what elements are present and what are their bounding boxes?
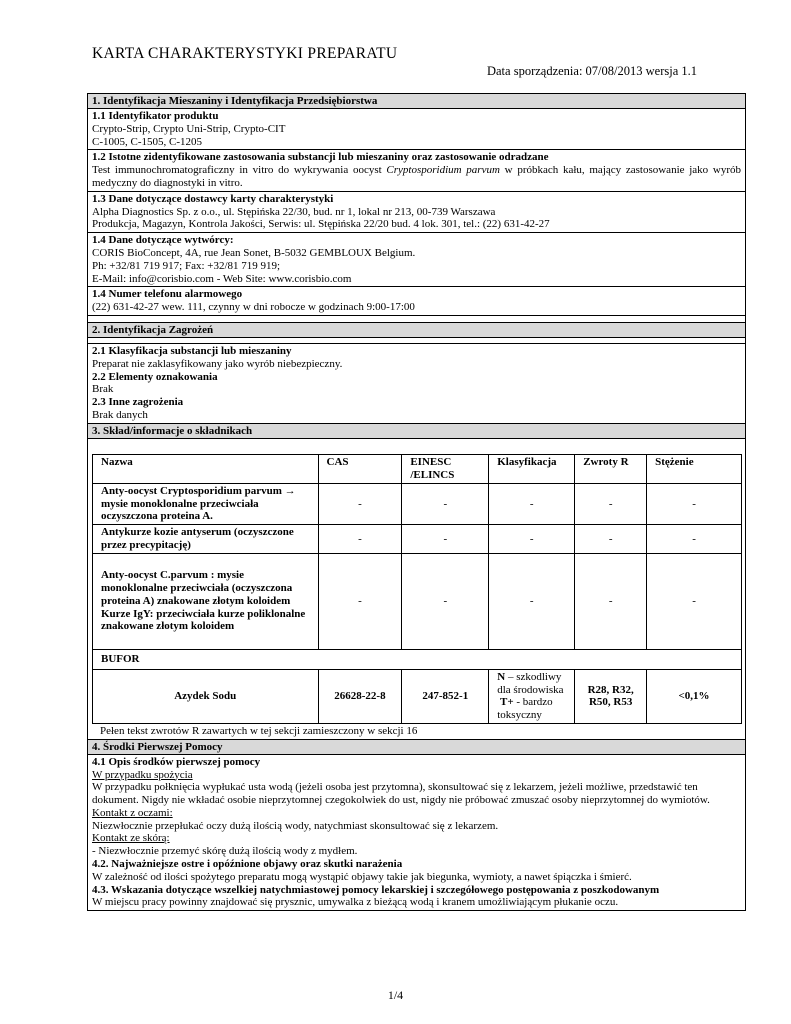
concentration-value: -: [647, 483, 742, 524]
subsection-1-2-title: 1.2 Istotne zidentyfikowane zastosowania substancji lub mieszaniny oraz zastosowanie odradzane: [92, 151, 549, 164]
r-phrases-value: R28, R32, R50, R53: [575, 669, 647, 723]
subsection-4-2-text: W zależność od ilości spożytego preparatu mogą wystąpić objawy takie jak biegunka, wymioty, a nawet śpiączka i śmierć.: [92, 870, 632, 883]
eyes-text: Niezwłocznie przepłukać oczy dużą ilością wody, natychmiast skonsultować się z lekarzem.: [92, 819, 499, 832]
classification-value: -: [489, 525, 575, 554]
cas-value: -: [318, 553, 402, 649]
r-phrases-value: -: [575, 553, 647, 649]
subsection-2-1-text: Preparat nie zaklasyfikowany jako wyrób niebezpieczny.: [92, 357, 343, 370]
component-name: Azydek Sodu: [93, 669, 319, 723]
section-4-body: [88, 755, 745, 911]
subsection-1-2: [88, 150, 745, 191]
manufacturer-address: CORIS BioConcept, 4A, rue Jean Sonet, B-5032 GEMBLOUX Belgium.: [92, 246, 416, 259]
intended-use-text: Test immunochromatograficzny in vitro do wykrywania oocyst Cryptosporidium parvum w próbkach kału, mający zastosowanie jako wyrób medyczny do diagnostyki in vitro.: [92, 164, 742, 189]
r-phrases-value: -: [575, 525, 647, 554]
section-2-header: 2. Identyfikacja Zagrożeń: [88, 323, 745, 338]
bufor-row: [93, 649, 742, 669]
subsection-1-1-title: 1.1 Identyfikator produktu: [92, 110, 219, 122]
subsection-1-4: [88, 233, 745, 287]
supplier-address: Alpha Diagnostics Sp. z o.o., ul. Stępińska 22/30, bud. nr 1, lokal nr 213, 00-739 Warszawa: [92, 205, 496, 218]
component-name-part-a: Anty-oocyst C.parvum : mysie monoklonalne przeciwciała (oczyszczona proteina A) znakowane złotym koloidem: [101, 569, 293, 607]
eyes-label: Kontakt z oczami:: [92, 806, 173, 819]
classification-value: N – szkodliwy dla środowiska T+ - bardzo toksyczny: [489, 669, 575, 723]
col-name: Nazwa: [93, 454, 319, 483]
concentration-value: -: [647, 525, 742, 554]
table-row: [93, 669, 742, 723]
cas-value: -: [318, 525, 402, 554]
table-row: [93, 553, 742, 649]
skin-label: Kontakt ze skórą:: [92, 832, 170, 845]
classification-value: -: [489, 483, 575, 524]
concentration-value: -: [647, 553, 742, 649]
r-phrases-value: -: [575, 483, 647, 524]
col-einecs: EINESC /ELINCS: [402, 454, 489, 483]
composition-table: [92, 454, 742, 724]
document-title: KARTA CHARAKTERYSTYKI PREPARATU: [92, 45, 398, 62]
safety-data-sheet: [87, 93, 746, 911]
manufacturer-email: E-Mail: info@corisbio.com - Web Site: www.corisbio.com: [92, 272, 352, 285]
table-row: [93, 483, 742, 524]
subsection-1-4-title: 1.4 Dane dotyczące wytwórcy:: [92, 234, 234, 247]
einecs-value: -: [402, 553, 489, 649]
subsection-4-1-title: 4.1 Opis środków pierwszej pomocy: [92, 755, 261, 768]
composition-header-row: [93, 454, 742, 483]
document-date: Data sporządzenia: 07/08/2013 wersja 1.1: [486, 64, 697, 78]
concentration-value: <0,1%: [647, 669, 742, 723]
subsection-4-3-title: 4.3. Wskazania dotyczące wszelkiej natychmiastowej pomocy lekarskiej i szczegółowego postępowania z poszkodowanym: [92, 883, 660, 896]
subsection-1-1: [88, 109, 745, 150]
einecs-value: -: [402, 525, 489, 554]
supplier-production-address: Produkcja, Magazyn, Kontrola Jakości, Serwis: ul. Stępińska 22/20 bud. 4 lok. 301, tel.: (22) 631-42-27: [92, 218, 550, 231]
component-name: Antykurze kozie antyserum (oczyszczone przez precypitację): [93, 525, 319, 554]
manufacturer-phone: Ph: +32/81 719 917; Fax: +32/81 719 919;: [92, 259, 281, 272]
page-number: 1/4: [387, 988, 404, 1002]
section-4-header: 4. Środki Pierwszej Pomocy: [88, 740, 745, 755]
product-codes: C-1005, C-1505, C-1205: [92, 135, 202, 148]
subsection-1-4-emergency: [88, 287, 745, 316]
col-cas: CAS: [318, 454, 402, 483]
product-names: Crypto-Strip, Crypto Uni-Strip, Crypto-CIT: [92, 122, 286, 135]
emergency-phone-text: (22) 631-42-27 wew. 111, czynny w dni robocze w godzinach 9:00-17:00: [92, 301, 415, 314]
table-row: [93, 525, 742, 554]
einecs-value: 247-852-1: [402, 669, 489, 723]
skin-text: - Niezwłocznie przemyć skórę dużą ilością wody z mydłem.: [92, 845, 358, 858]
cas-value: 26628-22-8: [318, 669, 402, 723]
einecs-value: -: [402, 483, 489, 524]
col-r-phrases: Zwroty R: [575, 454, 647, 483]
subsection-1-3: [88, 192, 745, 233]
subsection-2-2-title: 2.2 Elementy oznakowania: [92, 370, 218, 383]
col-classification: Klasyfikacja: [489, 454, 575, 483]
subsection-4-2-title: 4.2. Najważniejsze ostre i opóźnione objawy oraz skutki narażenia: [92, 858, 403, 871]
subsection-1-3-title: 1.3 Dane dotyczące dostawcy karty charakterystyki: [92, 192, 334, 205]
ingestion-text: W przypadku połknięcia wypłukać usta wodą (jeżeli osoba jest przytomna), skonsultować się z lekarzem, jeżeli możliwe, przedstawić ten dokument. Nigdy nie wkładać osobie nieprzytomnej czegokolwiek do ust, nigdy nie próbować zmuszać osoby nieprzytomnej do wymiotów.: [92, 781, 710, 807]
subsection-2-1-title: 2.1 Klasyfikacja substancji lub mieszaniny: [92, 344, 292, 357]
subsection-2-3-text: Brak danych: [92, 408, 148, 421]
subsection-2-2-text: Brak: [92, 383, 114, 396]
emergency-phone-title: 1.4 Numer telefonu alarmowego: [92, 288, 243, 301]
bufor-label: BUFOR: [93, 649, 742, 669]
col-concentration: Stężenie: [647, 454, 742, 483]
component-name: [93, 553, 319, 649]
ingestion-label: W przypadku spożycia: [92, 768, 193, 781]
arrow-right-icon: →: [284, 484, 296, 497]
component-name-part-b: Kurze IgY: przeciwciała kurze poliklonalne znakowane złotym koloidem: [101, 607, 306, 633]
classification-value: -: [489, 553, 575, 649]
subsection-2-3-title: 2.3 Inne zagrożenia: [92, 396, 184, 409]
cas-value: -: [318, 483, 402, 524]
component-name: Anty-oocyst Cryptosporidium parvum → mysie monoklonalne przeciwciała oczyszczona proteina A.: [93, 483, 319, 524]
section-1-header: 1. Identyfikacja Mieszaniny i Identyfikacja Przedsiębiorstwa: [88, 94, 745, 109]
section-3-header: 3. Skład/informacje o składnikach: [88, 424, 745, 439]
r-phrases-footnote: Pełen tekst zwrotów R zawartych w tej sekcji zamieszczony w sekcji 16: [88, 724, 745, 740]
section-2-body: [88, 344, 745, 424]
subsection-4-3-text: W miejscu pracy powinny znajdować się prysznic, umywalka z bieżącą wodą i kranem umożliwiającym płukanie oczu.: [92, 896, 619, 909]
